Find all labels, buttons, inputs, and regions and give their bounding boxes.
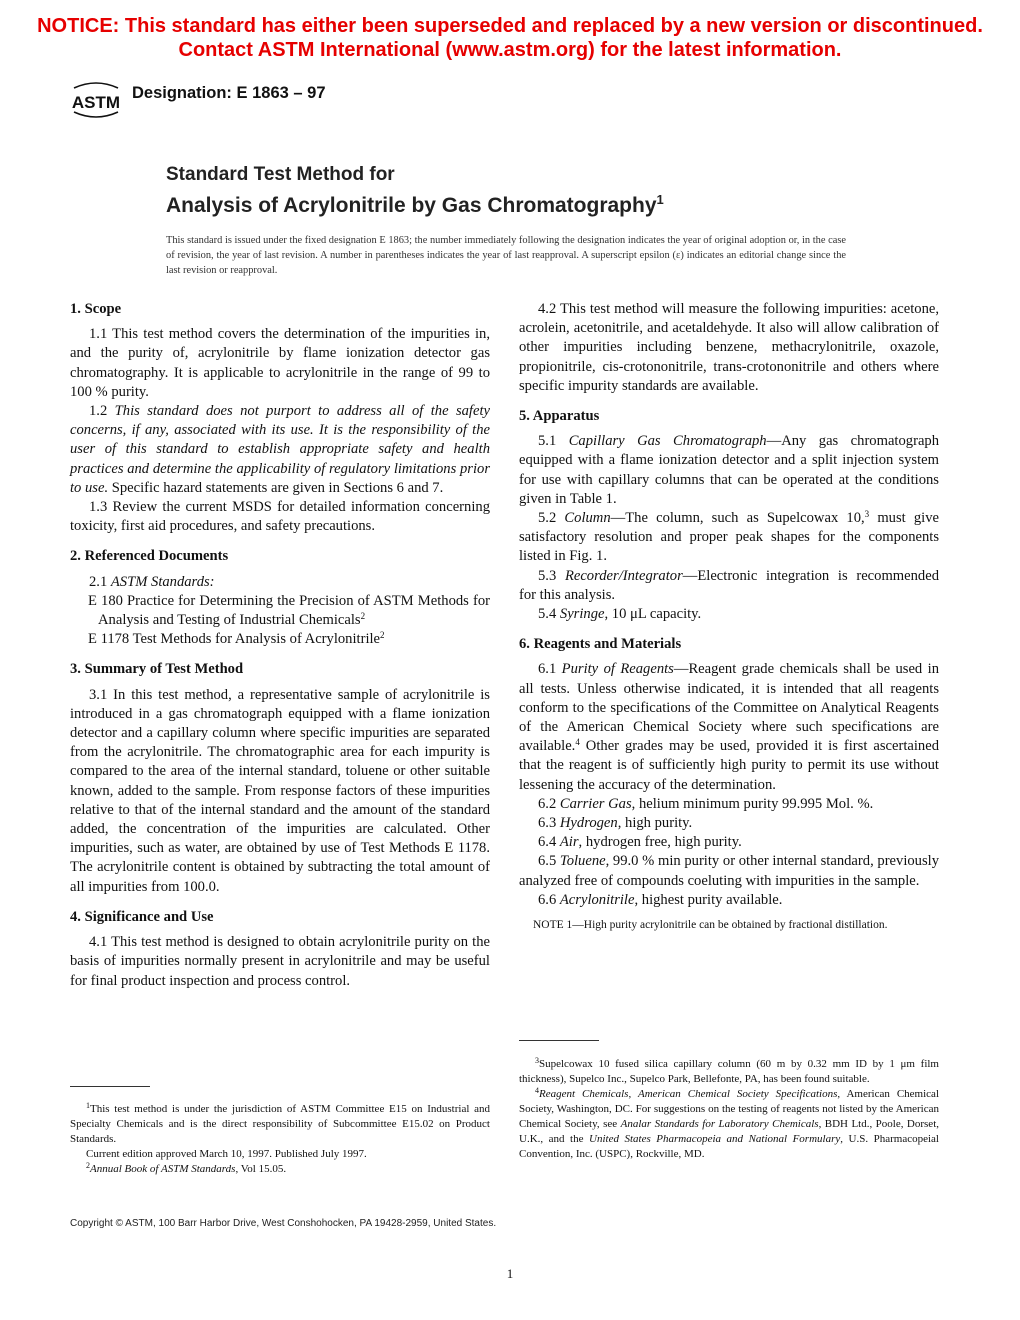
astm-logo xyxy=(70,80,122,120)
para-6-6-num: 6.6 xyxy=(538,891,560,908)
para-5-3-rest: —Electronic integration is recommended for this analysis. xyxy=(519,567,939,603)
para-5-4-rest: , 10 μL capacity. xyxy=(604,606,702,623)
section-1-heading: 1. Scope xyxy=(70,301,122,317)
para-6-4 xyxy=(519,833,939,852)
supersede-notice xyxy=(0,14,1020,62)
footnote-1 xyxy=(70,1102,490,1147)
para-6-1-b: Other grades may be used, provided it is first ascertained that the reagent is of sufficiently high purity to permit its use without lessening the accuracy of the determination. xyxy=(519,738,939,793)
title-line-2-text: Analysis of Acrylonitrile by Gas Chromatography xyxy=(166,194,657,217)
para-6-3-italic: Hydrogen xyxy=(559,815,618,832)
reference-e180-sup: 2 xyxy=(360,611,366,622)
footnote-4-italic-1: Reagent Chemicals, American Chemical Society Specifications xyxy=(539,1088,838,1100)
footnote-3-sup: 3 xyxy=(535,1056,539,1065)
footnote-1-sup: 1 xyxy=(86,1101,90,1110)
para-6-4-italic: Air xyxy=(559,834,579,851)
para-2-1-italic: ASTM Standards: xyxy=(110,573,215,590)
para-6-6-rest: , highest purity available. xyxy=(634,891,783,908)
title-line-1: Standard Test Method for xyxy=(166,164,395,185)
para-5-1-rest: —Any gas chromatograph equipped with a flame ionization detector and a split injection system for use with capillary columns that can be operated at the conditions given in Table 1. xyxy=(519,433,940,507)
footnote-4-italic-2: Analar Standards for Laboratory Chemicals xyxy=(620,1118,819,1130)
para-5-3-num: 5.3 xyxy=(538,567,565,584)
para-6-4-num: 6.4 xyxy=(538,834,560,851)
footnote-4-c: , U.S. Pharmacopeial Convention, Inc. (USPC), Rockville, MD. xyxy=(519,1133,939,1160)
para-5-2-italic: Column xyxy=(564,510,611,527)
footnote-4-a: , American Chemical Society, Washington, DC. For suggestions on the testing of reagents not listed by the American Chemical Society, see xyxy=(519,1088,939,1130)
designation: Designation: E 1863 – 97 xyxy=(132,84,326,102)
para-6-2 xyxy=(519,795,939,814)
para-6-1-num: 6.1 xyxy=(538,661,562,678)
para-1-3: 1.3 Review the current MSDS for detailed information concerning toxicity, first aid procedures, and safety precautions. xyxy=(70,499,490,535)
notice-line-1: NOTICE: This standard has either been superseded and replaced by a new version or discontinued. xyxy=(37,15,983,37)
para-5-4-num: 5.4 xyxy=(538,606,560,623)
footnote-3-text: Supelcowax 10 fused silica capillary column (60 m by 0.32 mm ID by 1 μm film thickness), Supelco Inc., Supelco Park, Bellefonte, PA, has been found suitable. xyxy=(519,1058,939,1085)
footnote-4-b: , BDH Ltd., Poole, Dorset, U.K., and the xyxy=(519,1118,939,1145)
footnote-1b: Current edition approved March 10, 1997. Published July 1997. xyxy=(86,1148,367,1160)
para-5-4-italic: Syringe xyxy=(559,606,605,623)
para-6-2-italic: Carrier Gas xyxy=(559,795,632,812)
para-6-2-rest: , helium minimum purity 99.995 Mol. %. xyxy=(631,795,874,812)
copyright: Copyright © ASTM, 100 Barr Harbor Drive, West Conshohocken, PA 19428-2959, United States. xyxy=(70,1218,497,1229)
para-6-1-a: —Reagent grade chemicals shall be used in all tests. Unless otherwise indicated, it is intended that all reagents conform to the specifications of the Committee on Analytical Reagents of the American Chemical Society where such specifications are available. xyxy=(519,661,939,755)
para-5-1-italic: Capillary Gas Chromatograph xyxy=(568,433,767,450)
footnote-1-text: This test method is under the jurisdiction of ASTM Committee E15 on Industrial and Specialty Chemicals and is the direct responsibility of Subcommittee E15.02 on Product Standards. xyxy=(70,1103,490,1145)
right-column xyxy=(519,300,939,934)
para-6-2-num: 6.2 xyxy=(538,795,560,812)
para-6-5-italic: Toluene xyxy=(559,853,606,870)
para-6-1 xyxy=(519,660,939,794)
issued-note: This standard is issued under the fixed designation E 1863; the number immediately following the designation indicates the year of original adoption or, in the case of revision, the year of last revision. A number in parentheses indicates the year of last reapproval. A superscript epsilon (ε) indicates an editorial change since the last revision or reapproval. xyxy=(166,235,846,276)
notice-line-2: Contact ASTM International (www.astm.org) for the latest information. xyxy=(178,39,842,61)
footnote-4 xyxy=(519,1087,939,1162)
document-title xyxy=(166,163,664,219)
para-5-2-sup: 3 xyxy=(864,509,870,520)
para-5-3 xyxy=(519,567,939,605)
para-6-5-rest: , 99.0 % min purity or other internal standard, previously analyzed free of compounds coeluting with impurities in the sample. xyxy=(519,853,940,889)
astm-logo-text: ASTM xyxy=(71,93,121,112)
para-1-2-rest: Specific hazard statements are given in Sections 6 and 7. xyxy=(108,479,444,496)
para-6-1-sup: 4 xyxy=(575,737,580,748)
section-2-heading: 2. Referenced Documents xyxy=(70,548,229,565)
para-6-6 xyxy=(519,891,939,910)
para-6-1-italic: Purity of Reagents xyxy=(561,661,674,678)
reference-e1178 xyxy=(70,630,490,649)
page-number: 1 xyxy=(506,1266,514,1281)
reference-e1178-text: E 1178 Test Methods for Analysis of Acrylonitrile xyxy=(88,631,381,648)
reference-e180-text: E 180 Practice for Determining the Precision of ASTM Methods for Analysis and Testing of Industrial Chemicals xyxy=(88,592,490,629)
para-1-2-italic: This standard does not purport to address all of the safety concerns, if any, associated with its use. It is the responsibility of the user of this standard to establish appropriate safety and health practices and determine the applicability of regulatory limitations prior to use. xyxy=(70,403,490,496)
section-6-heading: 6. Reagents and Materials xyxy=(519,636,682,653)
para-2-1-num: 2.1 xyxy=(89,573,111,590)
footnote-2-sup: 2 xyxy=(86,1161,90,1170)
para-5-1-num: 5.1 xyxy=(538,433,569,450)
para-6-3 xyxy=(519,814,939,833)
para-5-3-italic: Recorder/Integrator xyxy=(564,567,683,584)
para-4-1: 4.1 This test method is designed to obtain acrylonitrile purity on the basis of impurities normally present in acrylonitrile and may be useful for final product inspection and process control. xyxy=(70,934,490,989)
para-5-1 xyxy=(519,432,939,509)
para-6-4-rest: , hydrogen free, high purity. xyxy=(578,834,742,851)
footnotes-left xyxy=(70,1102,490,1177)
footnote-4-sup: 4 xyxy=(535,1086,539,1095)
section-3-heading: 3. Summary of Test Method xyxy=(70,661,244,678)
para-6-3-num: 6.3 xyxy=(538,815,560,832)
para-5-2-b: must give satisfactory resolution and proper peak shapes for the components listed in Fig. 1. xyxy=(519,510,939,565)
para-4-2: 4.2 This test method will measure the following impurities: acetone, acrolein, acetonitrile, and acetaldehyde. It also will allow calibration of other impurities including benzene, methacrylonitrile, oxazole, propionitrile, cis-crotononitrile, trans-crotononitrile and others where specific impurity standards are available. xyxy=(519,301,939,394)
para-5-4 xyxy=(519,605,939,624)
footnote-rule-left xyxy=(70,1086,150,1087)
para-6-5-num: 6.5 xyxy=(538,853,560,870)
para-5-2-num: 5.2 xyxy=(538,510,565,527)
para-2-1 xyxy=(70,573,490,592)
footnote-2-rest: , Vol 15.05. xyxy=(235,1163,287,1175)
footnote-2 xyxy=(70,1162,490,1177)
para-6-6-italic: Acrylonitrile xyxy=(559,891,635,908)
para-5-2 xyxy=(519,509,939,567)
left-column xyxy=(70,300,490,991)
footnote-rule-right xyxy=(519,1040,599,1041)
footnote-4-italic-3: United States Pharmacopeia and National Formulary xyxy=(589,1133,841,1145)
para-3-1: 3.1 In this test method, a representative sample of acrylonitrile is introduced in a gas chromatograph equipped with a flame ionization detector and a capillary column where specific impurities are separated from the acrylonitrile. The chromatographic area for each impurity is compared to the area of the internal standard, toluene or other suitable known, added to the sample. From response factors of these impurities relative to that of the internal standard and the amount of the standard added, the concentration of the impurities are calculated. Other impurities, such as water, are obtained by use of Test Methods E 1178. The acrylonitrile content is obtained by subtracting the total amount of all impurities from 100.0. xyxy=(70,686,490,895)
para-1-2 xyxy=(70,402,490,498)
title-line-2 xyxy=(166,187,664,219)
section-4-heading: 4. Significance and Use xyxy=(70,908,214,925)
footnote-3 xyxy=(519,1057,939,1087)
footnote-2-italic: Annual Book of ASTM Standards xyxy=(90,1163,236,1175)
para-1-1: 1.1 This test method covers the determination of the impurities in, and the purity of, acrylonitrile by flame ionization detector gas chromatography. It is applicable to acrylonitrile in the range of 99 to 100 % purity. xyxy=(70,326,490,400)
para-5-2-a: —The column, such as Supelcowax 10, xyxy=(610,510,865,527)
para-6-5 xyxy=(519,852,939,890)
para-6-3-rest: , high purity. xyxy=(617,815,693,832)
note-1: NOTE 1—High purity acrylonitrile can be obtained by fractional distillation. xyxy=(533,919,888,932)
para-1-2-num: 1.2 xyxy=(89,403,115,420)
reference-e1178-sup: 2 xyxy=(380,630,385,641)
reference-e180 xyxy=(70,592,490,630)
section-5-heading: 5. Apparatus xyxy=(519,408,600,425)
title-footnote-ref: 1 xyxy=(656,192,664,207)
footnotes-right xyxy=(519,1057,939,1162)
